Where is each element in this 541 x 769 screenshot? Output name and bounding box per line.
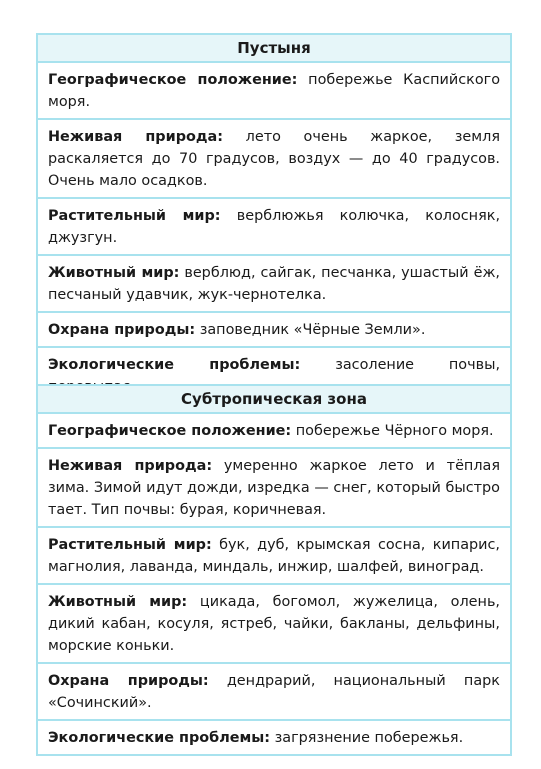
- flora-row: [38, 528, 510, 585]
- fauna-row: [38, 585, 510, 664]
- row-text: засоление почвы,: [335, 357, 501, 373]
- row-label: Животный мир:: [48, 594, 188, 610]
- row-label: Экологические проблемы:: [48, 730, 271, 746]
- row-label: Неживая природа:: [48, 458, 213, 474]
- row-label: Экологические проблемы:: [48, 357, 301, 373]
- row-text: верблюд, сайгак, песчанка, ушастый ёж, песчаный удавчик, жук-чернотелка.: [48, 265, 500, 303]
- row-text: побережье Чёрного моря.: [295, 423, 494, 439]
- row-label: Охрана природы:: [48, 673, 209, 689]
- row-text: загрязнение побережья.: [274, 730, 464, 746]
- nature-protection-row: [38, 664, 510, 721]
- nonliving-nature-row: [38, 120, 510, 199]
- nonliving-nature-row: [38, 449, 510, 528]
- row-text: умеренно жаркое лето и тёплая зима. Зимой идут дожди, изредка — снег, который быстро тает. Тип почвы: бурая, коричневая.: [48, 458, 500, 518]
- row-label: Растительный мир:: [48, 208, 221, 224]
- row-text: дендрарий, национальный парк «Сочинский».: [48, 673, 500, 711]
- row-label: Охрана природы:: [48, 322, 196, 338]
- row-text: цикада, богомол, жужелица, олень, дикий кабан, косуля, ястреб, чайки, бакланы, дельфины, морские коньки.: [48, 594, 501, 654]
- card-title: Субтропическая зона: [38, 386, 510, 414]
- row-label: Географическое положение:: [48, 423, 292, 439]
- ecological-problems-row: [38, 721, 510, 754]
- row-text: верблюжья колючка, колосняк, джузгун.: [48, 208, 501, 246]
- fauna-row: [38, 256, 510, 313]
- row-text: бук, дуб, крымская сосна, кипарис, магнолия, лаванда, миндаль, инжир, шалфей, виноград.: [48, 537, 501, 575]
- row-label: Растительный мир:: [48, 537, 212, 553]
- nature-protection-row: [38, 313, 510, 348]
- row-text: лето очень жаркое, земля раскаляется до 70 градусов, воздух — до 40 градусов. Очень мало осадков.: [48, 129, 500, 189]
- row-text: побережье Каспийского моря.: [48, 72, 501, 110]
- row-label: Географическое положение:: [48, 72, 298, 88]
- row-label: Неживая природа:: [48, 129, 223, 145]
- row-text: заповедник «Чёрные Земли».: [199, 322, 426, 338]
- geo-position-row: [38, 414, 510, 449]
- subtropical-card: [36, 384, 512, 756]
- desert-card: [36, 33, 512, 405]
- flora-row: [38, 199, 510, 256]
- row-label: Животный мир:: [48, 265, 180, 281]
- card-title: Пустыня: [38, 35, 510, 63]
- geo-position-row: [38, 63, 510, 120]
